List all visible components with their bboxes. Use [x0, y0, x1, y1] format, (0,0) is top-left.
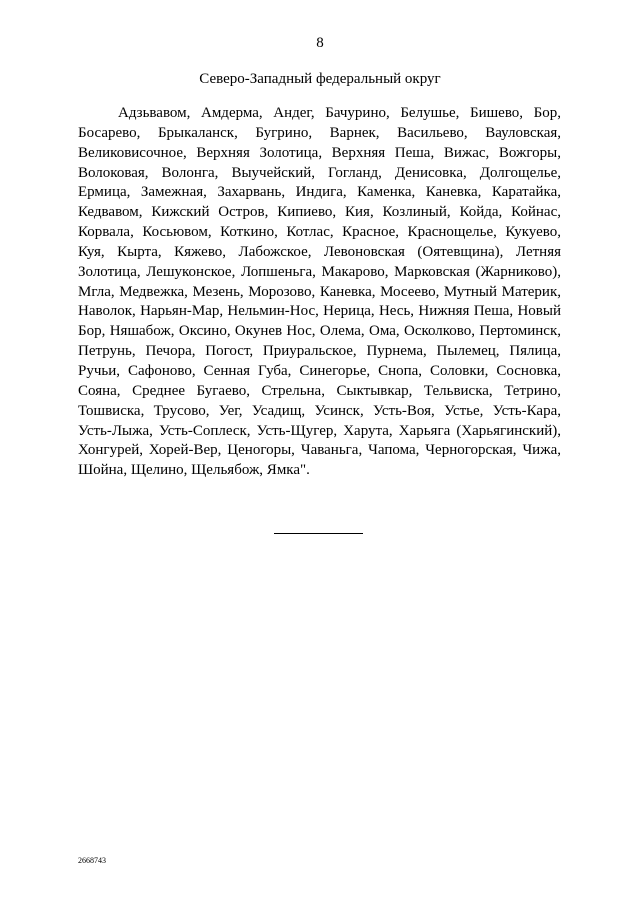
document-id: 2668743: [78, 856, 106, 865]
text-line: Петрунь, Печора, Погост, Приуральское, Пурнема, Пылемец, Пялица,: [78, 343, 561, 360]
text-line: Волоковая, Волонга, Выучейский, Гогланд, Денисовка, Долгощелье,: [78, 164, 561, 181]
text-line: Наволок, Нарьян-Мар, Нельмин-Нос, Нерица, Несь, Нижняя Пеша, Новый: [78, 303, 561, 320]
text-line: Ручьи, Сафоново, Сенная Губа, Синегорье, Снопа, Соловки, Сосновка,: [78, 362, 561, 379]
text-line: Бор, Няшабож, Оксино, Окунев Нос, Олема, Ома, Осколково, Пертоминск,: [78, 323, 561, 340]
text-line: Тошвиска, Трусово, Уег, Усадищ, Усинск, Усть-Воя, Устье, Усть-Кара,: [78, 402, 561, 419]
page-number: 8: [316, 35, 324, 51]
section-heading: Северо-Западный федеральный округ: [199, 71, 441, 87]
text-line: Босарево, Брыкаланск, Бугрино, Варнек, Васильево, Вауловская,: [78, 124, 561, 141]
text-line: Ермица, Замежная, Захарвань, Индига, Каменка, Каневка, Каратайка,: [78, 184, 561, 201]
text-line: Корвала, Косьювом, Коткино, Котлас, Красное, Краснощелье, Кукуево,: [78, 224, 561, 241]
text-line: Кедвавом, Кижский Остров, Кипиево, Кия, Козлиный, Койда, Койнас,: [78, 204, 561, 221]
text-line: Усть-Лыжа, Усть-Соплеск, Усть-Щугер, Харута, Харьяга (Харьягинский),: [78, 422, 561, 439]
settlement-list: [78, 104, 561, 481]
text-line: Золотица, Лешуконское, Лопшеньга, Макарово, Марковская (Жарниково),: [78, 263, 561, 280]
text-line: Хонгурей, Хорей-Вер, Ценогоры, Чаваньга, Чапома, Черногорская, Чижа,: [78, 442, 561, 459]
text-line: Мгла, Медвежка, Мезень, Морозово, Каневка, Мосеево, Мутный Материк,: [78, 283, 561, 300]
text-line: Куя, Кырта, Кяжево, Лабожское, Левоновская (Оятевщина), Летняя: [78, 243, 561, 260]
text-line: Шойна, Щелино, Щельябож, Ямка".: [78, 462, 310, 479]
text-line: Адзьвавом, Амдерма, Андег, Бачурино, Белушье, Бишево, Бор,: [118, 105, 561, 121]
text-line: Сояна, Среднее Бугаево, Стрельна, Сыктывкар, Тельвиска, Тетрино,: [78, 382, 561, 399]
divider-line: [274, 533, 363, 534]
text-line: Великовисочное, Верхняя Золотица, Верхняя Пеша, Вижас, Вожгоры,: [78, 144, 561, 161]
